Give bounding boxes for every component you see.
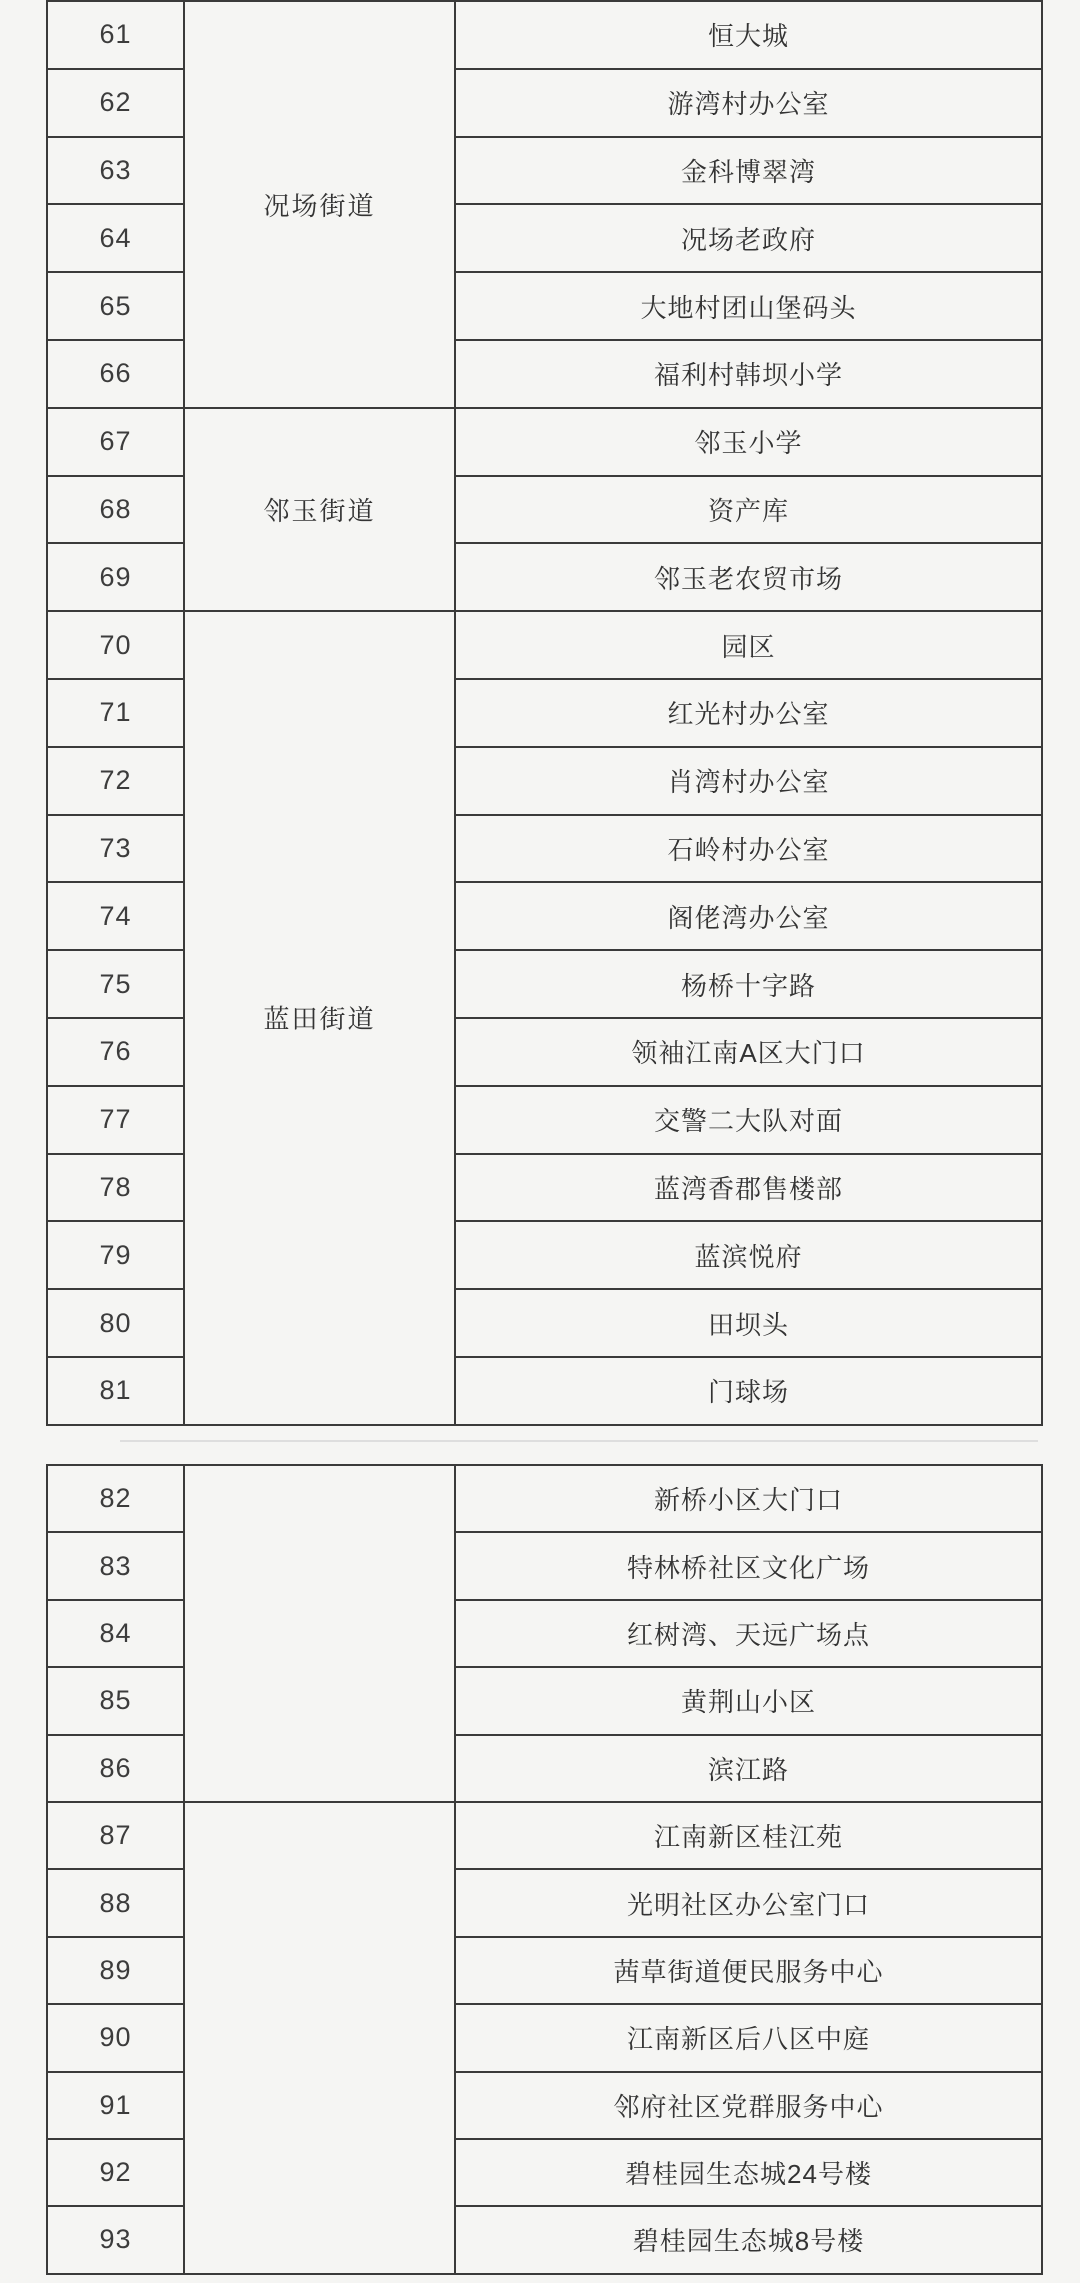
site-name-cell: 新桥小区大门口 xyxy=(455,1465,1042,1532)
row-number-cell: 90 xyxy=(47,2004,184,2071)
row-number-cell: 72 xyxy=(47,747,184,815)
row-number-cell: 85 xyxy=(47,1667,184,1734)
site-name-cell: 特林桥社区文化广场 xyxy=(455,1532,1042,1599)
row-number-cell: 63 xyxy=(47,137,184,205)
site-name-cell: 资产库 xyxy=(455,476,1042,544)
street-name-cell xyxy=(184,1465,455,1802)
site-name-cell: 石岭村办公室 xyxy=(455,815,1042,883)
row-number-cell: 62 xyxy=(47,69,184,137)
table-row xyxy=(47,611,1042,679)
table-row xyxy=(47,1802,1042,1869)
table-row xyxy=(47,1,1042,69)
row-number-cell: 64 xyxy=(47,204,184,272)
site-name-cell: 蓝滨悦府 xyxy=(455,1221,1042,1289)
site-name-cell: 况场老政府 xyxy=(455,204,1042,272)
site-table-section-1 xyxy=(46,0,1043,1426)
site-table-section-2 xyxy=(46,1464,1043,2275)
row-number-cell: 82 xyxy=(47,1465,184,1532)
row-number-cell: 89 xyxy=(47,1937,184,2004)
site-name-cell: 碧桂园生态城8号楼 xyxy=(455,2206,1042,2273)
row-number-cell: 61 xyxy=(47,1,184,69)
row-number-cell: 87 xyxy=(47,1802,184,1869)
row-number-cell: 93 xyxy=(47,2206,184,2273)
street-name-cell xyxy=(184,1802,455,2274)
row-number-cell: 84 xyxy=(47,1600,184,1667)
site-name-cell: 邻玉小学 xyxy=(455,408,1042,476)
row-number-cell: 77 xyxy=(47,1086,184,1154)
row-number-cell: 80 xyxy=(47,1289,184,1357)
site-name-cell: 江南新区后八区中庭 xyxy=(455,2004,1042,2071)
site-name-cell: 江南新区桂江苑 xyxy=(455,1802,1042,1869)
site-name-cell: 园区 xyxy=(455,611,1042,679)
row-number-cell: 66 xyxy=(47,340,184,408)
site-name-cell: 肖湾村办公室 xyxy=(455,747,1042,815)
site-name-cell: 阁佬湾办公室 xyxy=(455,882,1042,950)
site-name-cell: 光明社区办公室门口 xyxy=(455,1869,1042,1936)
site-table-body-1 xyxy=(47,1,1042,1425)
site-name-cell: 大地村团山堡码头 xyxy=(455,272,1042,340)
site-name-cell: 门球场 xyxy=(455,1357,1042,1425)
row-number-cell: 88 xyxy=(47,1869,184,1936)
row-number-cell: 70 xyxy=(47,611,184,679)
row-number-cell: 81 xyxy=(47,1357,184,1425)
site-name-cell: 游湾村办公室 xyxy=(455,69,1042,137)
site-name-cell: 蓝湾香郡售楼部 xyxy=(455,1154,1042,1222)
row-number-cell: 65 xyxy=(47,272,184,340)
street-name-cell: 蓝田街道 xyxy=(184,611,455,1425)
site-name-cell: 红光村办公室 xyxy=(455,679,1042,747)
site-name-cell: 滨江路 xyxy=(455,1735,1042,1802)
site-name-cell: 黄荆山小区 xyxy=(455,1667,1042,1734)
row-number-cell: 83 xyxy=(47,1532,184,1599)
row-number-cell: 76 xyxy=(47,1018,184,1086)
site-name-cell: 茜草街道便民服务中心 xyxy=(455,1937,1042,2004)
row-number-cell: 73 xyxy=(47,815,184,883)
row-number-cell: 69 xyxy=(47,543,184,611)
site-name-cell: 邻府社区党群服务中心 xyxy=(455,2072,1042,2139)
row-number-cell: 75 xyxy=(47,950,184,1018)
table-row xyxy=(47,408,1042,476)
table-row xyxy=(47,1465,1042,1532)
site-name-cell: 福利村韩坝小学 xyxy=(455,340,1042,408)
street-name-cell: 邻玉街道 xyxy=(184,408,455,611)
site-name-cell: 田坝头 xyxy=(455,1289,1042,1357)
row-number-cell: 68 xyxy=(47,476,184,544)
site-name-cell: 交警二大队对面 xyxy=(455,1086,1042,1154)
site-name-cell: 红树湾、天远广场点 xyxy=(455,1600,1042,1667)
row-number-cell: 91 xyxy=(47,2072,184,2139)
site-name-cell: 领袖江南A区大门口 xyxy=(455,1018,1042,1086)
row-number-cell: 92 xyxy=(47,2139,184,2206)
site-name-cell: 金科博翠湾 xyxy=(455,137,1042,205)
row-number-cell: 67 xyxy=(47,408,184,476)
site-name-cell: 邻玉老农贸市场 xyxy=(455,543,1042,611)
row-number-cell: 86 xyxy=(47,1735,184,1802)
site-table-body-2 xyxy=(47,1465,1042,2274)
site-name-cell: 杨桥十字路 xyxy=(455,950,1042,1018)
site-name-cell: 碧桂园生态城24号楼 xyxy=(455,2139,1042,2206)
row-number-cell: 78 xyxy=(47,1154,184,1222)
page-break-artifact-line xyxy=(120,1440,1038,1442)
row-number-cell: 79 xyxy=(47,1221,184,1289)
row-number-cell: 71 xyxy=(47,679,184,747)
row-number-cell: 74 xyxy=(47,882,184,950)
street-name-cell: 况场街道 xyxy=(184,1,455,408)
site-name-cell: 恒大城 xyxy=(455,1,1042,69)
